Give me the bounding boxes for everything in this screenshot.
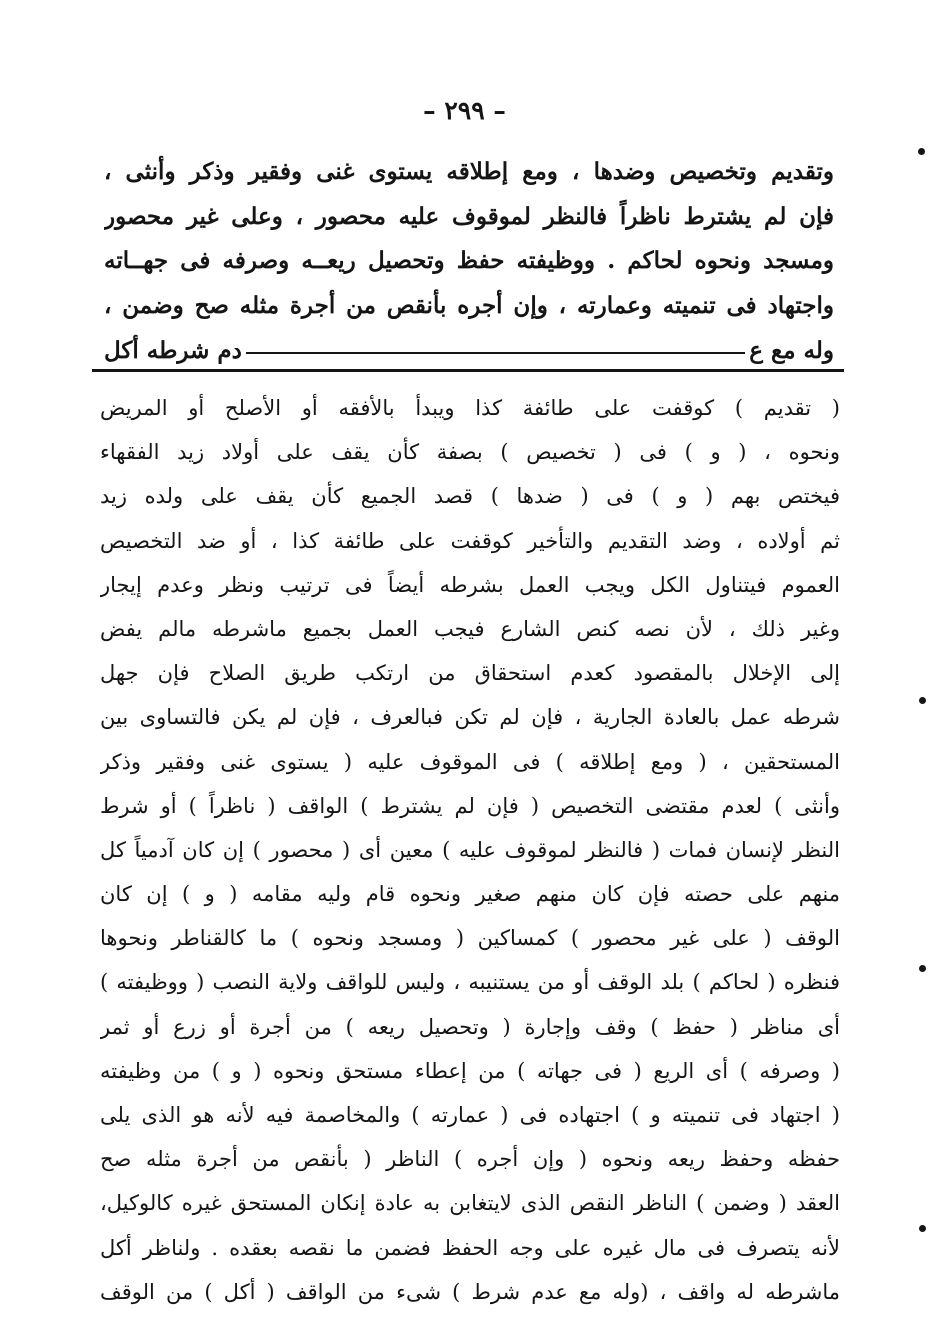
inline-rule [246, 352, 745, 354]
commentary-line: فنظره ( لحاكم ) بلد الوقف أو من يستنيبه ، وليس للواقف ولاية النصب ( ووظيفته ) [100, 970, 840, 995]
commentary-line: ( وصرفه ) أى الريع ( فى جهاته ) من إعطاء مستحق ونحوه ( و ) من وظيفته [100, 1058, 840, 1083]
commentary-block [100, 386, 840, 1314]
main-text-last-line [104, 328, 834, 373]
commentary-line: ( اجتهاد فى تنميته و ) اجتهاده فى ( عمارته ) والمخاصمة فيه لأنه هو الذى يلى [100, 1103, 840, 1127]
commentary-line: ونحوه ، ( و ) فى ( تخصيص ) بصفة كأن يقف على أولاد زيد الفقهاء [100, 440, 840, 465]
commentary-line: وأنثى ) لعدم مقتضى التخصيص ( فإن لم يشترط ) الواقف ( ناظراً ) أو شرط [100, 793, 840, 818]
commentary-line: العموم فيتناول الكل ويجب العمل بشرطه أيضاً فى ترتيب ونظر وعدم إيجار [100, 572, 840, 597]
main-text-line: فإن لم يشترط ناظراً فالنظر لموقوف عليه محصور ، وعلى غير محصور [104, 202, 834, 230]
commentary-line: منهم على حصته فإن كان منهم صغير ونحوه قام وليه مقامه ( و ) إن كان [100, 882, 840, 907]
main-text-line: وتقديم وتخصيص وضدها ، ومع إطلاقه يستوى غنى وفقير وذكر وأنثى ، [104, 158, 834, 185]
commentary-line: الوقف ( على غير محصور ) كمساكين ( ومسجد ونحوه ) ما كالقناطر ونحوها [100, 926, 840, 951]
margin-dot [919, 1225, 926, 1232]
commentary-line: لأنه يتصرف فى مال غيره على وجه الحفظ فضمن ما نقصه بعقده . ولناظر أكل [100, 1235, 840, 1260]
last-line-start-fragment: وله مع ع [749, 336, 834, 364]
commentary-line: ماشرطه له واقف ، (وله مع عدم شرط ) شىء من الواقف ( أكل ) من الوقف [100, 1279, 840, 1304]
margin-dot [919, 697, 926, 704]
commentary-line: شرطه عمل بالعادة الجارية ، فإن لم تكن فبالعرف ، فإن لم يكن فالتساوى بين [100, 705, 840, 730]
commentary-line: ثم أولاده ، وضد التقديم والتأخير كوقفت على طائفة كذا ، أو ضد التخصيص [100, 528, 840, 553]
margin-dot [919, 965, 926, 972]
commentary-line: ( تقديم ) كوقفت على طائفة كذا ويبدأ بالأفقه أو الأصلح أو المريض [100, 396, 840, 420]
commentary-line: فيختص بهم ( و ) فى ( ضدها ) قصد الجميع كأن يقف على ولده زيد [100, 484, 840, 509]
commentary-line: النظر لإنسان فمات ( فالنظر لموقوف عليه ) معين أى ( محصور ) إن كان آدمياً كل [100, 837, 840, 862]
last-line-end-fragment: دم شرطه أكل [104, 336, 242, 364]
commentary-line: العقد ( وضمن ) الناظر النقص الذى لايتغابن به عادة إنكان المستحق غيره كالوكيل، [100, 1191, 840, 1216]
main-text-line: واجتهاد فى تنميته وعمارته ، وإن أجره بأنقص من أجرة مثله صح وضمن ، [104, 291, 834, 319]
main-text-block [104, 150, 834, 373]
commentary-line: أى مناظر ( حفظ ) وقف وإجارة ( وتحصيل ريعه ) من أجرة أو زرع أو ثمر [100, 1014, 840, 1039]
commentary-line: إلى الإخلال بالمقصود كعدم استحقاق من ارتكب طريق الصلاح فإن جهل [100, 661, 840, 686]
main-text-line: ومسجد ونحوه لحاكم . ووظيفته حفظ وتحصيل ريعــه وصرفه فى جهــاته [104, 247, 834, 274]
page-number: – ٢٩٩ – [423, 96, 506, 125]
commentary-line: حفظه وحفظ ريعه ونحوه ( وإن أجره ) الناظر ( بأنقص من أجرة مثله صح [100, 1147, 840, 1172]
commentary-line: المستحقين ، ( ومع إطلاقه ) فى الموقوف عليه ( يستوى غنى وفقير وذكر [100, 749, 840, 774]
margin-dot [918, 148, 925, 155]
commentary-line: وغير ذلك ، لأن نصه كنص الشارع فيجب العمل بجميع ماشرطه مالم يفض [100, 616, 840, 641]
section-divider [92, 369, 844, 372]
